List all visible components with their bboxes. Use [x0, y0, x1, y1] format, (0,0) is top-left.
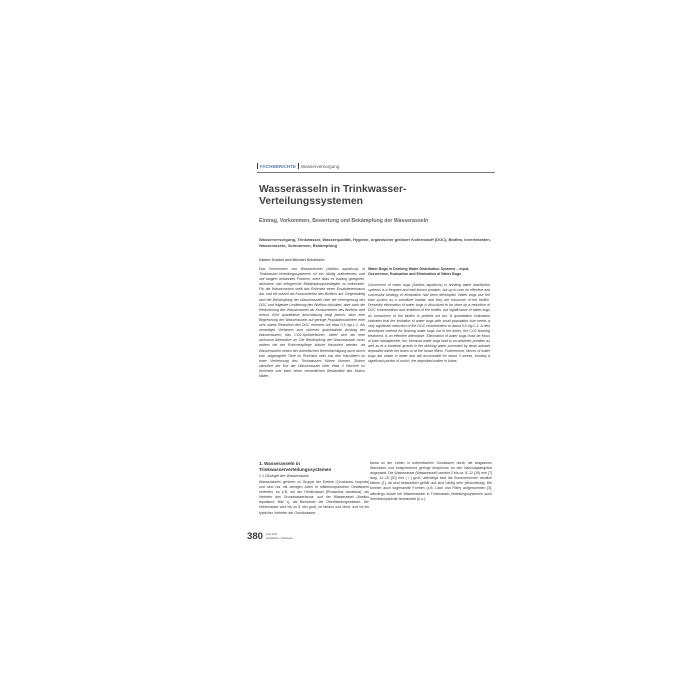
- page-number: 380: [247, 531, 264, 542]
- topic-label: Wasserversorgung: [301, 164, 340, 169]
- article-subtitle: Eintrag, Vorkommen, Bewertung und Bekämpfung der Wasserasseln: [259, 218, 429, 224]
- subsection-heading: 1.1 Ökologie der Wasserasseln: [259, 474, 309, 478]
- body-text-column-1: Wasserasseln gehören zu Gruppe der Krebse (Crustacea, Isopoda) und sind nur mit wenigen Arten in mitteleuropäischen Gewässern vertreten, so z.B. mit der Höhlenassel (Proasellus cavaticus), als Vertreter des Grundwasserfauna, und der Wasserassel (Asellus aquaticus; Bild 1), als Bewohner der Oberflächengewässer. Die Höhlenassel wird bis zu 8 mm groß, ist farblos und blind, und ist ein typischer Vertreter der Grundwasser-: [259, 480, 369, 515]
- footer-journal: gwf-Wasser | Abwasser: [266, 536, 293, 540]
- abstract-english: Occurrence of water bugs (Asellus aquaticus) in drinking water distribution systems is a frequent and well known problem, but up to now no effective and successful strategy of elimination had been developed. Water bugs use the tube system as a substitute habitat, and they are consumer of the biofilm. Presently elimination of water bugs is discussed to be done by a reduction of DOC concentration and limitation of the biofilm, but significance of water bugs as consumers of the biofilm is pointed out too. A quantitative estimation indicates that the limitation of water bugs with small population size needs a very significant reduction of the DOC concentration to about 0.5 mg L-1. A new developed method for flushing water bugs out of the tubes, the CO2 flushing treatment, is an effective alternative. Elimination of water bugs must be focus of tube management, too, because water bugs lead to an aesthetic problem as well as to a bacterial growth in the drinking water promoted by dead animals deposited within the tubes or at the house filters. Furthermore, faeces of water bugs are stable in water and will accumulate for about 3 weeks, forming a significant portion of mulch, the deposited matter in tubes.: [368, 283, 490, 364]
- section-label: FACHBERICHTE: [260, 164, 296, 169]
- footer-issue: April 2011: [266, 533, 278, 536]
- article-keywords: Wasserversorgung, Trinkwasser, Wasserqualität, Hygiene, organischer gelöster Kohlenstoff (DOC), Biofilm, Invertebraten, Wasserasseln, Vorkommen, Bekämpfung: [259, 237, 491, 248]
- section-header: [257, 163, 339, 170]
- abstract-german: Das Vorkommen von Wasserasseln (Asellus aquaticus) in Trinkwasser-Verteilungssystemen ist ein häufig auftretendes und seit langem bekanntes Problem, ohne dass es bislang geeignete, wirksame und erfolgreiche Bekämpfungsstrategien zu entwickeln. Für die Wasserasseln stellt das Rohrnetz einen Ersatzlebensraum dar, und sie nutzen als Konsumenten des Biofilms auf. Gegenwärtig wird die Bekämpfung der Wasserasseln über die Verringerung des DOC und folgende Limitierung des Biofilms diskutiert, aber auch die Reduzierung des Wasserasseln als Konsumenten des Biofilms wird betont. Eine quantitative Abschätzung zeigt jedoch, dass eine Begrenzung der Wasserasseln auf geringe Populationsdichten eine sehr starke Reduktion des DOC erfordert auf etwa 0,5 mg L-1. Als neuartiges Verfahren zum sicheren quantitativen Austrag der Wasserasseln, das CO2-Spülverfahren, bietet sich als eine wirksame Alternative an. Die Bekämpfung der Wasserasseln muss anders bei der Rohrnetzpflege stärker fokussiert werden, da Wasserasseln neben der ästhetischen Beeinträchtigung auch durch tote, abgelagerte Tiere im Rohrnetz oder aus den Hausfiltern zu einer Verkeimung des Trinkwassers führen können. Zudem stimuliert der Kot der Wasserasseln über etwa 3 Wochen im Rohrnetz und kann einen wesentlichen Bestandteil des Mulms bilden.: [259, 267, 365, 378]
- body-text-column-2: fauna so der Leben in unterirdischen Gewässern durch die langsamen Wachstum und entsprechend geringe Ansprüche an den Nahrungsangebot angepasst. Die Wasserassel (Wasserassel) werden 2 bis ca. 8–12 (15) mm [7] lang, 12–15 [20] mm (♂) groß; allerdings sind die Sommerformen deutlich kleiner [1], da sind bekanntlich gefüllt und sind häufig sehr pfirsichfarbig. Die können auch sogenannte Formen (z.B. Laub und Filter) aufgenommen [3]; allerdings wurde bei Wasserasseln in Trinkwasser-Verteilungssystemen auch Semitransparente beobachtet (s.u.).: [370, 461, 492, 501]
- abstract-english-heading: Water Bugs in Drinking Water Distribution Systems – Input, Occurrence, Evaluation and Elimination of Water Bugs: [368, 267, 470, 276]
- section-heading: 1. Wasserasseln in Trinkwasserverteilungssystemen: [259, 461, 332, 472]
- header-divider: [257, 163, 258, 169]
- header-rule: [257, 172, 495, 173]
- article-title: Wasserasseln in Trinkwasser-Verteilungssystemen: [259, 184, 407, 207]
- article-authors: Günter Gunkel und Michael Scheideler: [259, 258, 325, 262]
- header-divider: [298, 163, 299, 169]
- page-footer: [266, 533, 293, 540]
